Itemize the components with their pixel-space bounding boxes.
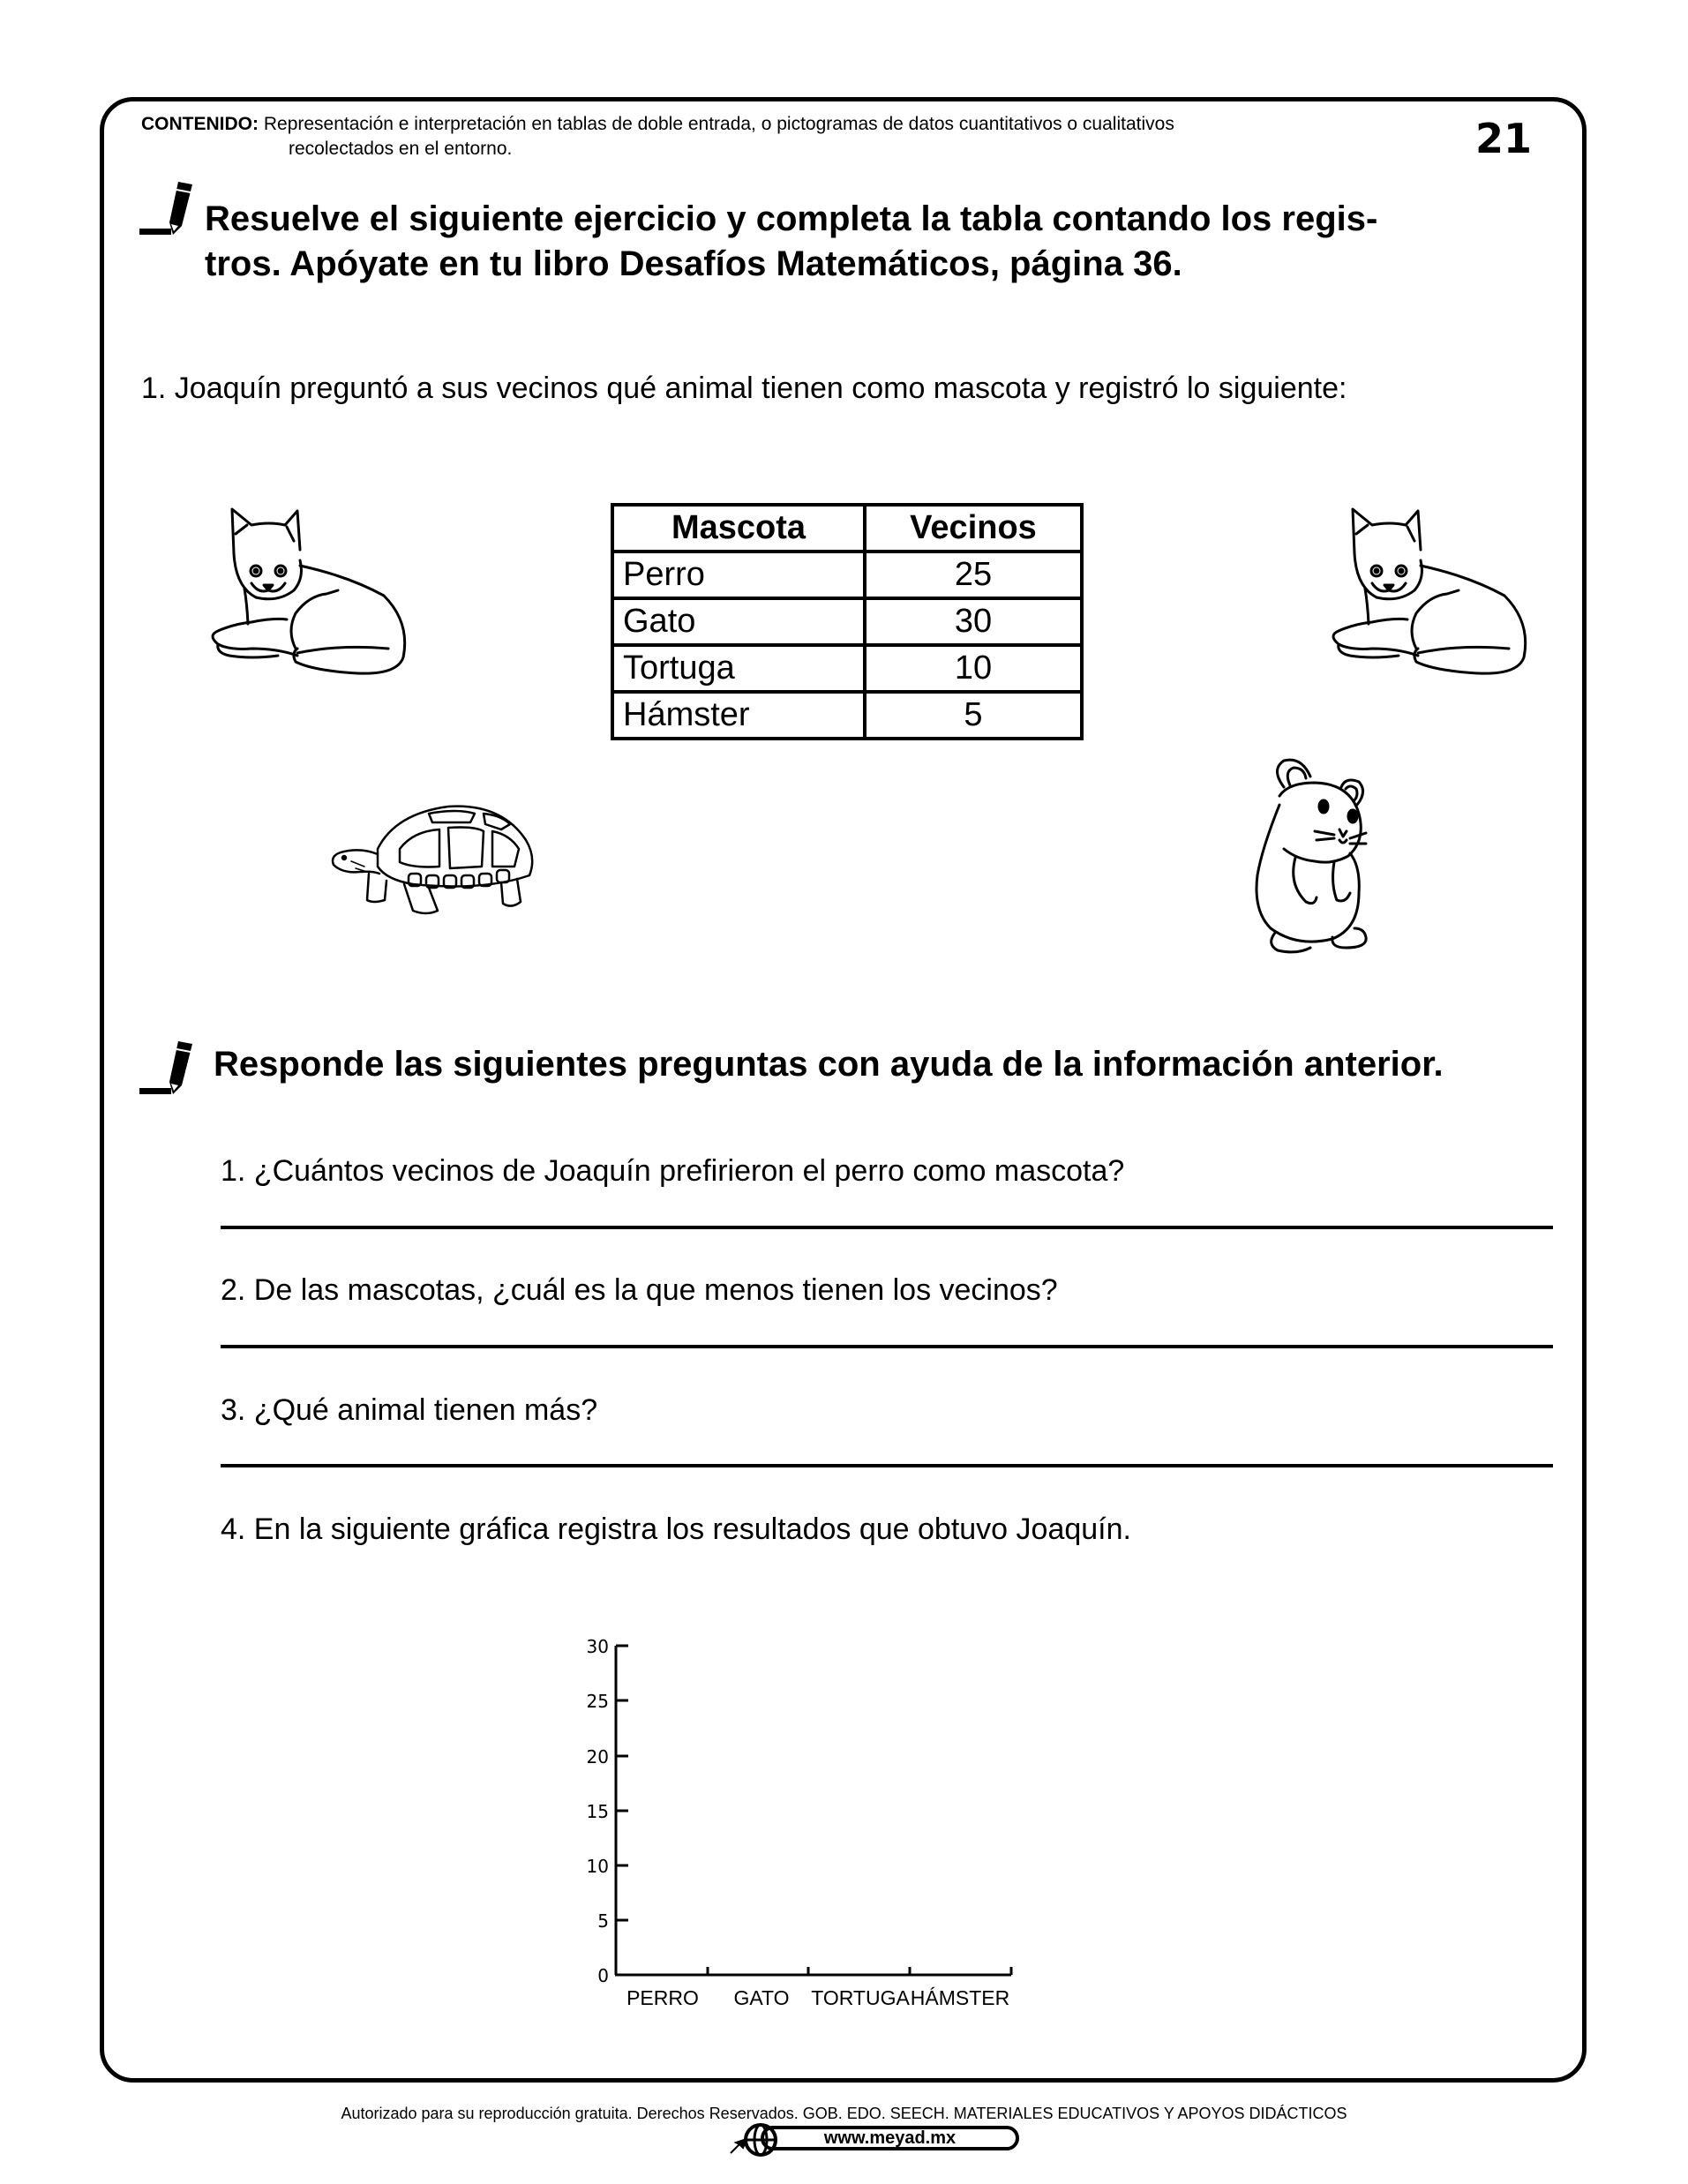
- x-axis: [615, 1967, 1011, 1975]
- content-text-line2: recolectados en el entorno.: [289, 139, 513, 159]
- y-tick-label: 0: [597, 1965, 609, 1986]
- cell-vecinos: 5: [865, 692, 1082, 739]
- table-row: [612, 645, 1082, 692]
- cell-vecinos: 10: [865, 645, 1082, 692]
- cell-vecinos: 30: [865, 598, 1082, 645]
- cell-mascota: Hámster: [612, 692, 865, 739]
- table-header-row: [612, 505, 1082, 552]
- y-tick-label: 25: [586, 1691, 609, 1712]
- y-tick-label: 15: [586, 1801, 609, 1822]
- pets-table: [611, 503, 1084, 740]
- pencil-icon: [139, 180, 198, 238]
- section1-heading-line2: tros. Apóyate en tu libro Desafíos Matemáticos, página 36.: [205, 244, 1182, 283]
- answer-line-1[interactable]: [221, 1226, 1553, 1229]
- website-link[interactable]: www.meyad.mx: [761, 2126, 1019, 2150]
- table-row: [612, 552, 1082, 598]
- cell-mascota: Tortuga: [612, 645, 865, 692]
- pencil-icon: [139, 1039, 198, 1098]
- hamster-illustration: [1235, 752, 1381, 960]
- y-tick-label: 30: [586, 1636, 609, 1657]
- question-intro: 1. Joaquín preguntó a sus vecinos qué animal tienen como mascota y registró lo siguiente:: [141, 372, 1347, 405]
- content-text-line1: Representación e interpretación en tablas de doble entrada, o pictogramas de datos cuantitativos o cualitativos: [263, 114, 1174, 134]
- y-axis: [616, 1646, 628, 1975]
- question-2: 2. De las mascotas, ¿cuál es la que menos tienen los vecinos?: [221, 1273, 1058, 1307]
- footer-copyright: Autorizado para su reproducción gratuita. Derechos Reservados. GOB. EDO. SEECH. MATERIALES EDUCATIVOS Y APOYOS DIDÁCTICOS: [341, 2105, 1347, 2122]
- content-label: CONTENIDO:: [141, 114, 259, 134]
- column-header-mascota: Mascota: [612, 505, 865, 552]
- section2-heading: Responde las siguientes preguntas con ayuda de la información anterior.: [214, 1045, 1444, 1084]
- cat-illustration-right: [1319, 499, 1535, 675]
- cell-mascota: Gato: [612, 598, 865, 645]
- tortoise-illustration: [325, 796, 541, 919]
- question-1: 1. ¿Cuántos vecinos de Joaquín prefirieron el perro como mascota?: [221, 1154, 1125, 1188]
- y-tick-label: 10: [586, 1856, 609, 1877]
- answer-line-2[interactable]: [221, 1345, 1553, 1348]
- section1-heading-line1: Resuelve el siguiente ejercicio y completa la tabla contando los regis-: [205, 199, 1378, 238]
- table-row: [612, 598, 1082, 645]
- page-number: 21: [1475, 115, 1533, 162]
- table-row: [612, 692, 1082, 739]
- x-category-label: TORTUGA: [811, 1986, 910, 2009]
- content-description: [141, 112, 1174, 137]
- bar-chart[interactable]: [565, 1624, 1129, 2012]
- cat-illustration-left: [199, 499, 415, 675]
- column-header-vecinos: Vecinos: [865, 505, 1082, 552]
- y-tick-label: 5: [597, 1910, 609, 1932]
- cell-mascota: Perro: [612, 552, 865, 598]
- question-3: 3. ¿Qué animal tienen más?: [221, 1393, 598, 1427]
- question-4: 4. En la siguiente gráfica registra los resultados que obtuvo Joaquín.: [221, 1512, 1131, 1546]
- answer-line-3[interactable]: [221, 1464, 1553, 1467]
- x-category-label: GATO: [733, 1986, 790, 2009]
- x-category-label: PERRO: [626, 1986, 699, 2009]
- x-category-label: HÁMSTER: [910, 1986, 1010, 2009]
- cell-vecinos: 25: [865, 552, 1082, 598]
- y-tick-label: 20: [586, 1746, 609, 1767]
